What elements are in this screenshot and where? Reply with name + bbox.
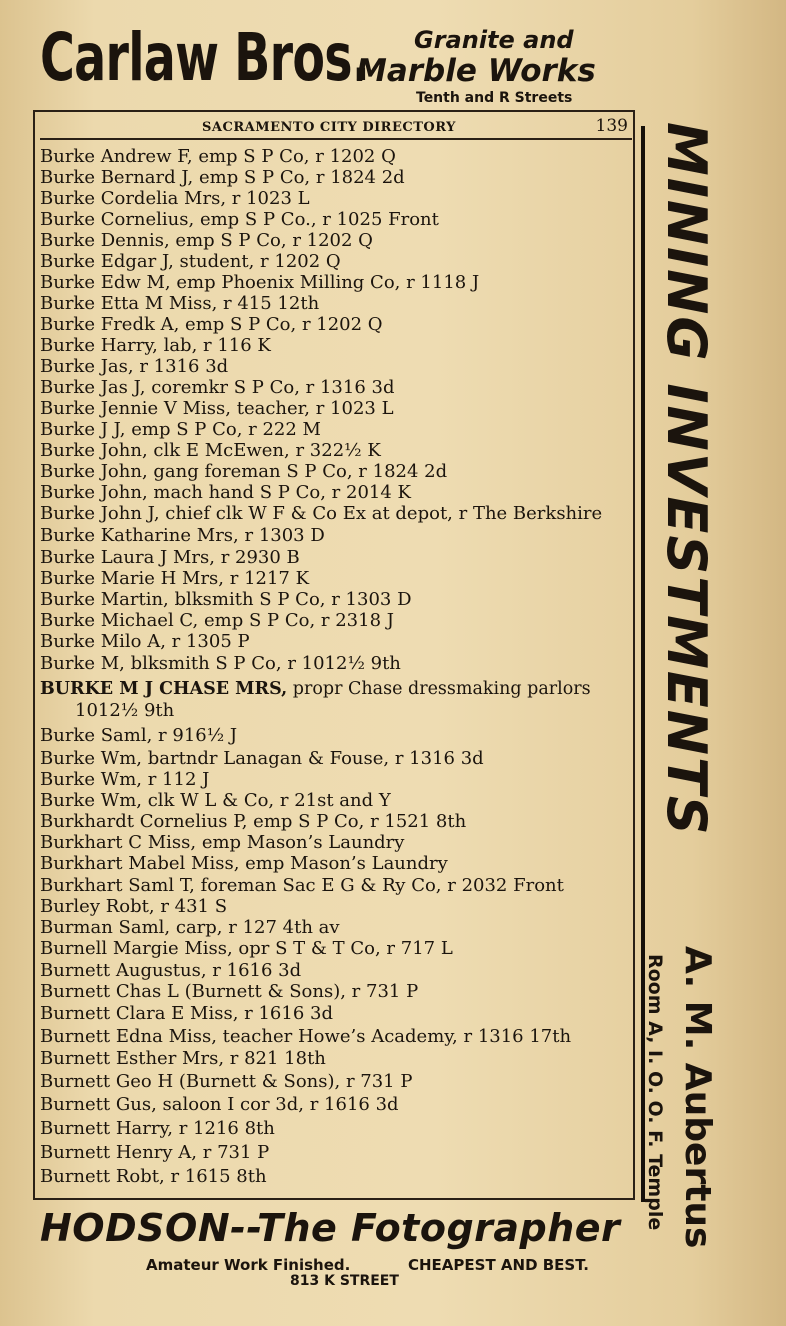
directory-entry: Burke Harry, lab, r 116 K [40, 335, 271, 356]
directory-entry: Burke John J, chief clk W F & Co Ex at depot, r The Berkshire [40, 503, 603, 524]
directory-entry: Burke Saml, r 916½ J [40, 725, 238, 746]
directory-entry: Burke Etta M Miss, r 415 12th [40, 293, 320, 314]
footer-right-line: CHEAPEST AND BEST. [408, 1256, 589, 1274]
running-head [40, 116, 632, 140]
directory-entry: Burke Cordelia Mrs, r 1023 L [40, 188, 310, 209]
directory-entry: Burke Cornelius, emp S P Co., r 1025 Front [40, 209, 439, 230]
ad-company-name: Carlaw Bros. [40, 19, 370, 96]
directory-entry: Burke Wm, r 112 J [40, 769, 210, 790]
directory-entry: Burley Robt, r 431 S [40, 896, 228, 917]
directory-entry: Burnett Gus, saloon I cor 3d, r 1616 3d [40, 1094, 399, 1115]
directory-entry: Burke Laura J Mrs, r 2930 B [40, 547, 300, 568]
directory-entry: Burke Edw M, emp Phoenix Milling Co, r 1118 J [40, 272, 480, 293]
directory-entry: Burnett Chas L (Burnett & Sons), r 731 P [40, 981, 419, 1002]
directory-entry: Burnett Harry, r 1216 8th [40, 1118, 275, 1139]
directory-entry: Burke John, gang foreman S P Co, r 1824 2d [40, 461, 448, 482]
mining-investments-banner: MINING INVESTMENTS [655, 122, 718, 837]
directory-entry: Burnett Henry A, r 731 P [40, 1142, 270, 1163]
directory-entry: Burke Edgar J, student, r 1202 Q [40, 251, 341, 272]
entry-continuation: 1012½ 9th [75, 700, 175, 721]
directory-entry: Burke Jas J, coremkr S P Co, r 1316 3d [40, 377, 395, 398]
directory-entry: Burke John, mach hand S P Co, r 2014 K [40, 482, 411, 503]
directory-entry: Burke Wm, clk W L & Co, r 21st and Y [40, 790, 391, 811]
directory-entry: Burnett Esther Mrs, r 821 18th [40, 1048, 326, 1069]
directory-entry: Burke J J, emp S P Co, r 222 M [40, 419, 321, 440]
directory-entry: Burkhardt Cornelius P, emp S P Co, r 1521 8th [40, 811, 467, 832]
directory-title: SACRAMENTO CITY DIRECTORY [202, 120, 456, 135]
directory-entry: Burke John, clk E McEwen, r 322½ K [40, 440, 381, 461]
directory-entry: Burke Wm, bartndr Lanagan & Fouse, r 1316 3d [40, 748, 484, 769]
directory-entry: Burnell Margie Miss, opr S T & T Co, r 717 L [40, 938, 453, 959]
directory-entry: Burke Andrew F, emp S P Co, r 1202 Q [40, 146, 396, 167]
page-number: 139 [595, 116, 628, 136]
directory-entry: Burke Marie H Mrs, r 1217 K [40, 568, 310, 589]
directory-entry [40, 678, 591, 700]
directory-entry: Burman Saml, carp, r 127 4th av [40, 917, 340, 938]
agent-office: Room A, I. O. O. F. Temple [644, 954, 666, 1231]
directory-entry: Burnett Augustus, r 1616 3d [40, 960, 302, 981]
directory-entry: Burke Bernard J, emp S P Co, r 1824 2d [40, 167, 405, 188]
directory-entry: Burke Martin, blksmith S P Co, r 1303 D [40, 589, 412, 610]
directory-entry: Burke M, blksmith S P Co, r 1012½ 9th [40, 653, 401, 674]
ad-address: Tenth and R Streets [416, 90, 573, 106]
directory-entry: Burke Jennie V Miss, teacher, r 1023 L [40, 398, 394, 419]
directory-entry: Burnett Geo H (Burnett & Sons), r 731 P [40, 1071, 413, 1092]
footer-headline: HODSON--The Fotographer [40, 1206, 621, 1250]
directory-entry: Burnett Clara E Miss, r 1616 3d [40, 1003, 333, 1024]
entry-detail: propr Chase dressmaking parlors [287, 679, 591, 699]
directory-entry: Burke Milo A, r 1305 P [40, 631, 250, 652]
directory-entry: Burke Fredk A, emp S P Co, r 1202 Q [40, 314, 383, 335]
directory-entry: Burke Katharine Mrs, r 1303 D [40, 525, 325, 546]
directory-entry: Burnett Robt, r 1615 8th [40, 1166, 267, 1187]
directory-entry: Burke Dennis, emp S P Co, r 1202 Q [40, 230, 373, 251]
directory-entry: Burkhart C Miss, emp Mason’s Laundry [40, 832, 405, 853]
ad-tagline-line1: Granite and [414, 26, 574, 54]
footer-address: 813 K STREET [290, 1273, 399, 1289]
agent-name: A. M. Aubertus [677, 946, 718, 1249]
directory-entries [40, 142, 632, 1200]
entry-name: BURKE M J CHASE MRS, [40, 679, 288, 699]
directory-entry: Burkhart Mabel Miss, emp Mason’s Laundry [40, 853, 448, 874]
directory-entry: Burke Michael C, emp S P Co, r 2318 J [40, 610, 394, 631]
ad-tagline-line2: Marble Works [356, 53, 596, 89]
header-advertisement [0, 0, 786, 112]
directory-entry: Burke Jas, r 1316 3d [40, 356, 229, 377]
footer-left-line: Amateur Work Finished. [146, 1256, 351, 1274]
directory-entry: Burnett Edna Miss, teacher Howe’s Academy, r 1316 17th [40, 1026, 572, 1047]
directory-entry: Burkhart Saml T, foreman Sac E G & Ry Co, r 2032 Front [40, 875, 564, 896]
